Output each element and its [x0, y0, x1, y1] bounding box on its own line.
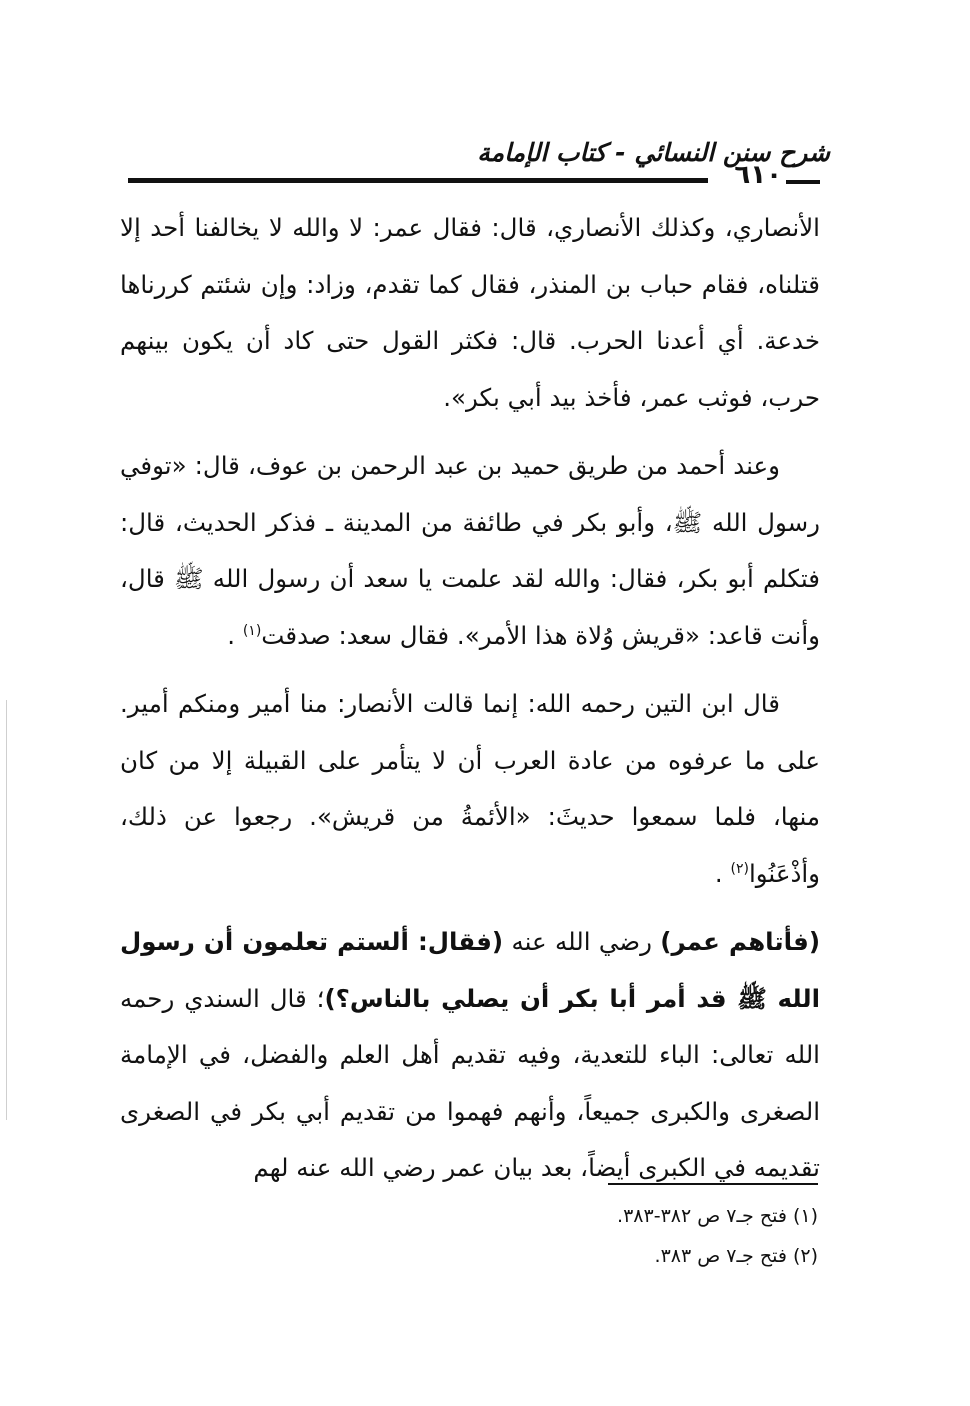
- paragraph-4-middle: رضي الله عنه: [503, 927, 661, 956]
- footnote-ref-1[interactable]: (١): [242, 622, 262, 639]
- matn-phrase-2: (فقال: ألستم تعلمون أن رسول الله ﷺ قد أمر أبا بكر أن يصلي بالناس؟): [120, 927, 820, 1013]
- paragraph-3-text: قال ابن التين رحمه الله: إنما قالت الأنصار: منا أمير ومنكم أمير. على ما عرفوه من عادة العرب أن لا يتأمر على القبيلة إلا من كان منها، فلما سمعوا حديثَ: «الأئمةُ من قريش». رجعوا عن ذلك، وأذْعَنُوا: [120, 689, 820, 888]
- footnote-1: (١) فتح جـ٧ ص ٣٨٢-٣٨٣.: [617, 1205, 818, 1227]
- page-number-dash: [786, 180, 820, 184]
- header-rule: [128, 178, 708, 183]
- paragraph-2: [120, 438, 820, 664]
- footnotes: [128, 1196, 818, 1276]
- paragraph-1: [120, 200, 820, 426]
- footnote-2: (٢) فتح جـ٧ ص ٣٨٣.: [654, 1245, 818, 1267]
- paragraph-4-rest: ؛ قال السندي رحمه الله تعالى: الباء للتعدية، وفيه تقديم أهل العلم والفضل، في الإمامة الصغرى والكبرى جميعاً، وأنهم فهموا من تقديم أبي بكر في الصغرى تقديمه في الكبرى أيضاً، بعد بيان عمر رضي الله عنه لهم: [120, 983, 820, 1182]
- paragraph-3-tail: .: [714, 858, 731, 888]
- paragraph-3: [120, 676, 820, 902]
- paragraph-1-text: الأنصاري، وكذلك الأنصاري، قال: فقال عمر: لا والله لا يخالفنا أحد إلا قتلناه، فقام حباب بن المنذر، فقال كما تقدم، وزاد: وإن شئتم كررناها خدعة. أي أعدنا الحرب. قال: فكثر القول حتى كاد أن يكون بينهم حرب، فوثب عمر، فأخذ بيد أبي بكر».: [120, 213, 820, 412]
- main-text: [120, 200, 820, 1209]
- footnote-rule: [608, 1183, 818, 1185]
- footnote-ref-2[interactable]: (٢): [730, 860, 749, 877]
- matn-phrase-1: (فأتاهم عمر): [660, 927, 821, 956]
- paragraph-2-tail: .: [227, 620, 243, 650]
- running-header-title: شرح سنن النسائي - كتاب الإمامة: [477, 138, 830, 167]
- paragraph-4: [120, 914, 820, 1197]
- paragraph-2-text: وعند أحمد من طريق حميد بن عبد الرحمن بن عوف، قال: «توفي رسول الله ﷺ، وأبو بكر في طائفة من المدينة ـ فذكر الحديث، قال: فتكلم أبو بكر، فقال: والله لقد علمت يا سعد أن رسول الله ﷺ قال، وأنت قاعد: «قريش وُلاة هذا الأمر». فقال سعد: صدقت: [120, 451, 820, 650]
- scan-edge-line: [6, 700, 7, 1120]
- page-number: ٦١٠: [734, 160, 782, 190]
